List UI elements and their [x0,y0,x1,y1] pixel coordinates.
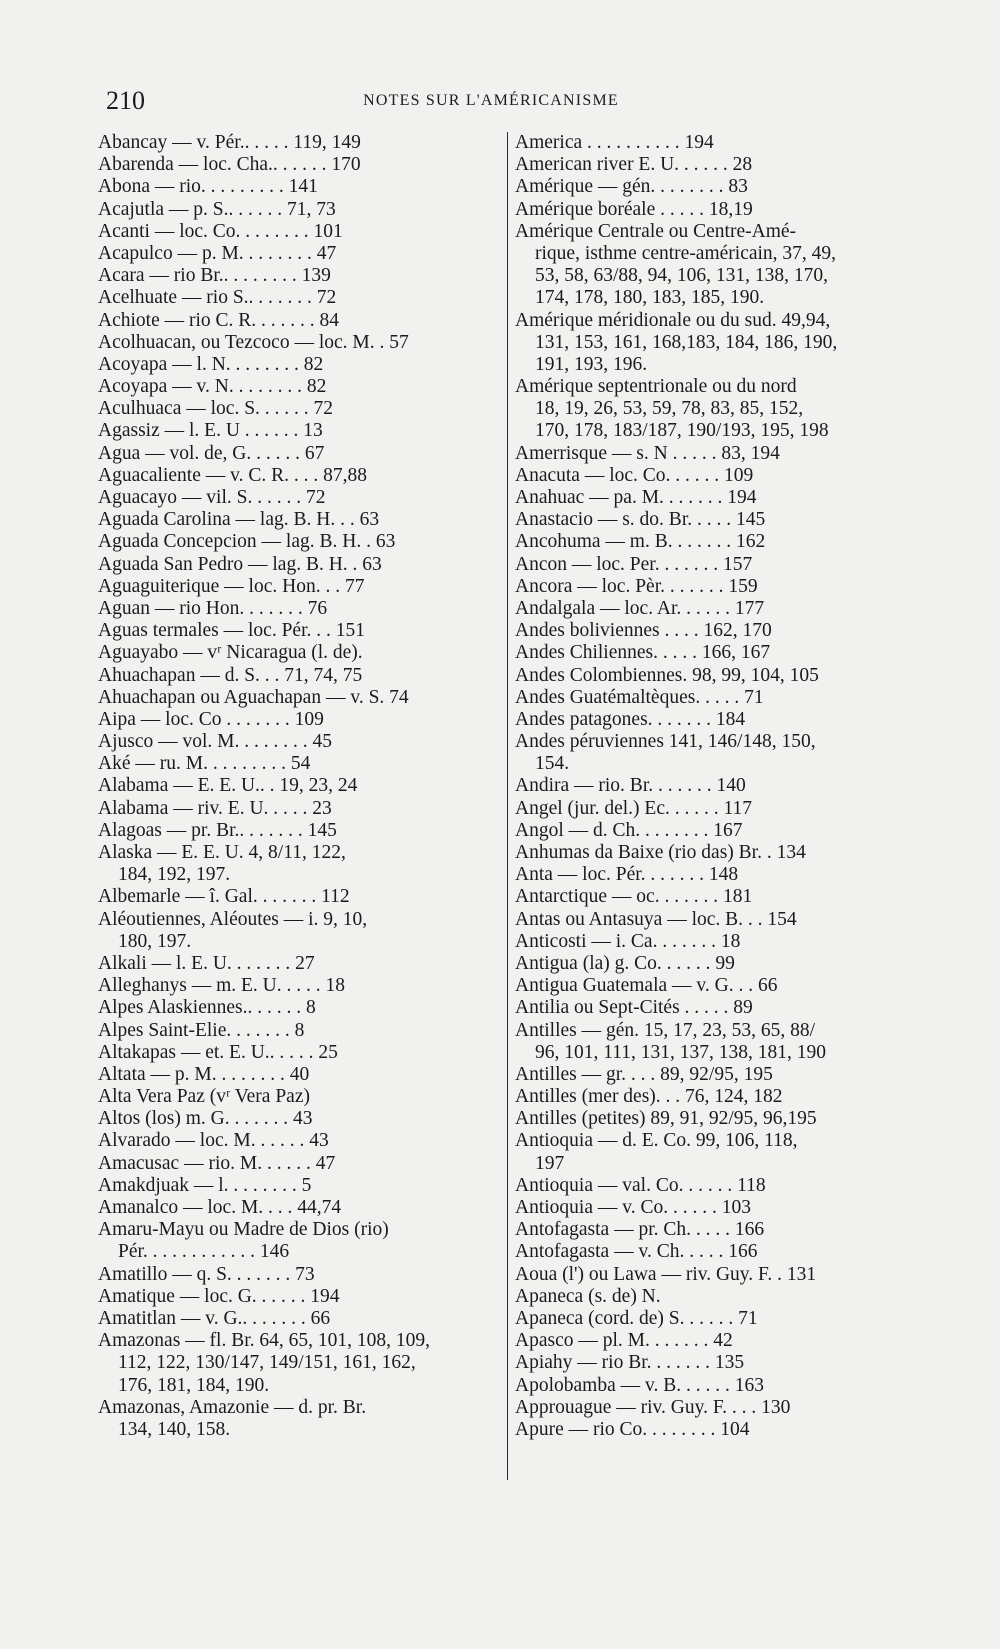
index-entry: Altata — p. M. . . . . . . . 40 [98,1063,310,1085]
index-entry: Amakdjuak — l. . . . . . . . 5 [98,1174,312,1196]
index-entry: Acapulco — p. M. . . . . . . . 47 [98,242,337,264]
index-entry: Aguada Carolina — lag. B. H. . . 63 [98,509,380,531]
index-entry: Amazonas — fl. Br. 64, 65, 101, 108, 109, [98,1330,431,1352]
index-entry: Apure — rio Co. . . . . . . . 104 [515,1418,750,1440]
index-entry: Aguacayo — vil. S. . . . . . 72 [98,487,326,508]
index-entry: Anacuta — loc. Co. . . . . . 109 [515,464,754,486]
index-entry: Amacusac — rio. M. . . . . . 47 [98,1152,336,1174]
index-entry: Andes patagones. . . . . . . 184 [515,708,746,730]
index-entry: Alabama — riv. E. U. . . . . 23 [98,797,332,819]
index-entry: Acelhuate — rio S.. . . . . . . 72 [98,287,337,309]
index-entry: Amérique Centrale ou Centre-Amé- [515,220,797,242]
index-entry: Alvarado — loc. M. . . . . . 43 [98,1130,329,1152]
index-entry: Acolhuacan, ou Tezcoco — loc. M. . 57 [98,331,409,353]
index-entry: Agassiz — l. E. U . . . . . . 13 [98,420,323,442]
index-entry: Aguas termales — loc. Pér. . . 151 [98,620,365,642]
page-number: 210 [106,86,145,115]
index-entry: Amaru-Mayu ou Madre de Dios (rio) [98,1219,389,1241]
index-entry: Albemarle — î. Gal. . . . . . . 112 [98,886,350,908]
index-entry: Andes boliviennes . . . . 162, 170 [515,620,772,642]
index-entry: Abarenda — loc. Cha.. . . . . . 170 [98,154,361,176]
index-entry: Antioquia — d. E. Co. 99, 106, 118, [515,1130,798,1152]
index-entry: Andes Guatémaltèques. . . . . 71 [515,686,764,708]
index-entry-continuation: 134, 140, 158. [118,1418,231,1440]
index-entry: Aléoutiennes, Aléoutes — i. 9, 10, [98,908,368,930]
index-entry-continuation: 96, 101, 111, 131, 137, 138, 181, 190 [535,1041,827,1063]
index-entry-continuation: 180, 197. [118,930,192,952]
index-entry: Angel (jur. del.) Ec. . . . . . 117 [515,797,753,819]
index-entry: Altakapas — et. E. U.. . . . . 25 [98,1041,338,1063]
index-entry: Apiahy — rio Br. . . . . . . 135 [515,1352,745,1374]
index-entry: Apaneca (s. de) N. [515,1285,661,1307]
index-entry: Amérique septentrionale ou du nord [515,376,797,398]
index-entry: Alta Vera Paz (vʳ Vera Paz) [98,1086,310,1108]
index-entry: Antioquia — v. Co. . . . . . 103 [515,1197,751,1218]
index-column-right [515,132,907,1441]
index-entry: Amérique — gén. . . . . . . . 83 [515,176,748,198]
index-entry-continuation: 131, 153, 161, 168,183, 184, 186, 190, [535,331,838,353]
index-entry: Acoyapa — v. N. . . . . . . . 82 [98,376,327,398]
index-entry: Anastacio — s. do. Br. . . . . 145 [515,509,766,531]
index-entry: Agua — vol. de, G. . . . . . 67 [98,442,325,464]
index-entry: Antas ou Antasuya — loc. B. . . 154 [515,908,797,930]
index-entry: America . . . . . . . . . . 194 [515,132,714,153]
index-entry: Anahuac — pa. M. . . . . . . 194 [515,487,757,508]
index-entry: Acanti — loc. Co. . . . . . . . 101 [98,220,343,242]
index-entry: Aguaguiterique — loc. Hon. . . 77 [98,575,365,597]
index-entry: Acajutla — p. S.. . . . . . 71, 73 [98,198,336,220]
index-entry-continuation: 184, 192, 197. [118,864,231,886]
index-entry-continuation: 176, 181, 184, 190. [118,1374,270,1396]
column-divider [507,132,508,1480]
index-entry: Alleghanys — m. E. U. . . . . 18 [98,975,345,997]
index-entry: Acoyapa — l. N. . . . . . . . 82 [98,353,324,375]
index-entry: Abancay — v. Pér.. . . . . 119, 149 [98,132,361,153]
index-entry: Aguacaliente — v. C. R. . . . 87,88 [98,464,367,486]
index-entry: Anticosti — i. Ca. . . . . . . 18 [515,930,741,952]
index-entry: Antilles (mer des). . . 76, 124, 182 [515,1086,783,1108]
index-entry: Amatitlan — v. G.. . . . . . . 66 [98,1307,331,1329]
index-entry: Altos (los) m. G. . . . . . . 43 [98,1108,313,1130]
index-entry: Amérique boréale . . . . . 18,19 [515,198,753,220]
index-entry: Antofagasta — pr. Ch. . . . . 166 [515,1219,765,1241]
index-entry: Aipa — loc. Co . . . . . . . 109 [98,708,324,730]
index-entry: Apasco — pl. M. . . . . . . 42 [515,1330,733,1352]
index-entry: Apaneca (cord. de) S. . . . . . 71 [515,1307,758,1329]
index-entry: Antilles — gén. 15, 17, 23, 53, 65, 88/ [515,1019,816,1041]
index-entry: Acara — rio Br.. . . . . . . . 139 [98,265,331,287]
index-entry: Ahuachapan ou Aguachapan — v. S. 74 [98,686,409,708]
index-entry: Andes Chiliennes. . . . . 166, 167 [515,642,771,664]
index-entry: Anhumas da Baixe (rio das) Br. . 134 [515,842,806,863]
index-entry: Aké — ru. M. . . . . . . . . 54 [98,753,311,775]
index-entry: Antigua Guatemala — v. G. . . 66 [515,975,778,997]
index-entry: Antilia ou Sept-Cités . . . . . 89 [515,997,753,1019]
index-entry: Amatillo — q. S. . . . . . . 73 [98,1263,315,1285]
index-entry: Amatique — loc. G. . . . . . 194 [98,1285,340,1307]
index-entry: Ancon — loc. Per. . . . . . . 157 [515,553,753,575]
index-entry: American river E. U. . . . . . 28 [515,154,753,176]
index-entry: Antioquia — val. Co. . . . . . 118 [515,1174,766,1196]
index-entry-continuation: 170, 178, 183/187, 190/193, 195, 198 [535,420,829,442]
index-entry: Antilles (petites) 89, 91, 92/95, 96,195 [515,1108,817,1130]
index-entry-continuation: 174, 178, 180, 183, 185, 190. [535,287,765,309]
index-entry-continuation: 154. [535,753,570,775]
index-entry: Antigua (la) g. Co. . . . . . 99 [515,952,735,974]
index-entry: Alpes Saint-Elie. . . . . . . 8 [98,1019,305,1041]
index-entry: Alabama — E. E. U.. . 19, 23, 24 [98,775,358,797]
index-entry-continuation: 197 [535,1152,565,1174]
index-entry-continuation: 53, 58, 63/88, 94, 106, 131, 138, 170, [535,265,829,287]
index-entry: Andira — rio. Br. . . . . . . 140 [515,775,746,797]
index-entry: Amazonas, Amazonie — d. pr. Br. [98,1396,367,1418]
index-entry: Aguada Concepcion — lag. B. H. . 63 [98,531,396,553]
index-entry: Apolobamba — v. B. . . . . . 163 [515,1374,764,1396]
index-entry: Alaska — E. E. U. 4, 8/11, 122, [98,842,346,863]
index-entry: Ahuachapan — d. S. . . 71, 74, 75 [98,664,363,686]
index-entry: Antarctique — oc. . . . . . . 181 [515,886,753,908]
index-entry-continuation: 191, 193, 196. [535,353,648,375]
index-entry: Andalgala — loc. Ar. . . . . . 177 [515,597,765,619]
index-entry: Aguan — rio Hon. . . . . . . 76 [98,597,328,619]
index-entry: Anta — loc. Pér. . . . . . . 148 [515,864,739,886]
index-entry: Achiote — rio C. R. . . . . . . 84 [98,309,340,331]
index-entry: Abona — rio. . . . . . . . . 141 [98,176,318,198]
page-header [106,86,876,114]
index-entry-continuation: 112, 122, 130/147, 149/151, 161, 162, [118,1352,416,1374]
index-entry: Aculhuaca — loc. S. . . . . . 72 [98,398,334,420]
index-entry-continuation: Pér. . . . . . . . . . . . 146 [118,1241,290,1263]
index-entry: Approuague — riv. Guy. F. . . . 130 [515,1396,791,1418]
index-entry: Antofagasta — v. Ch. . . . . 166 [515,1241,758,1263]
index-entry: Ancohuma — m. B. . . . . . . 162 [515,531,766,553]
index-entry: Angol — d. Ch. . . . . . . . 167 [515,819,743,841]
index-entry: Aguada San Pedro — lag. B. H. . 63 [98,553,382,575]
index-entry: Alpes Alaskiennes.. . . . . . 8 [98,997,316,1019]
index-entry: Amanalco — loc. M. . . . 44,74 [98,1197,342,1218]
index-column-left [98,132,500,1441]
index-entry: Ajusco — vol. M. . . . . . . . 45 [98,731,332,753]
index-entry: Alagoas — pr. Br.. . . . . . . 145 [98,819,337,841]
index-entry: Amerrisque — s. N . . . . . 83, 194 [515,442,780,464]
index-entry: Antilles — gr. . . . 89, 92/95, 195 [515,1063,773,1085]
running-title: NOTES SUR L'AMÉRICANISME [363,92,619,109]
index-entry: Andes Colombiennes. 98, 99, 104, 105 [515,664,819,686]
index-entry-continuation: 18, 19, 26, 53, 59, 78, 83, 85, 152, [535,398,804,420]
index-entry: Andes péruviennes 141, 146/148, 150, [515,731,816,753]
index-entry: Amérique méridionale ou du sud. 49,94, [515,309,831,331]
index-entry: Aguayabo — vʳ Nicaragua (l. de). [98,642,363,664]
index-entry: Ancora — loc. Pèr. . . . . . . 159 [515,575,758,597]
index-entry-continuation: rique, isthme centre-américain, 37, 49, [535,242,837,264]
index-entry: Alkali — l. E. U. . . . . . . 27 [98,952,315,974]
index-entry: Aoua (l') ou Lawa — riv. Guy. F. . 131 [515,1263,817,1285]
